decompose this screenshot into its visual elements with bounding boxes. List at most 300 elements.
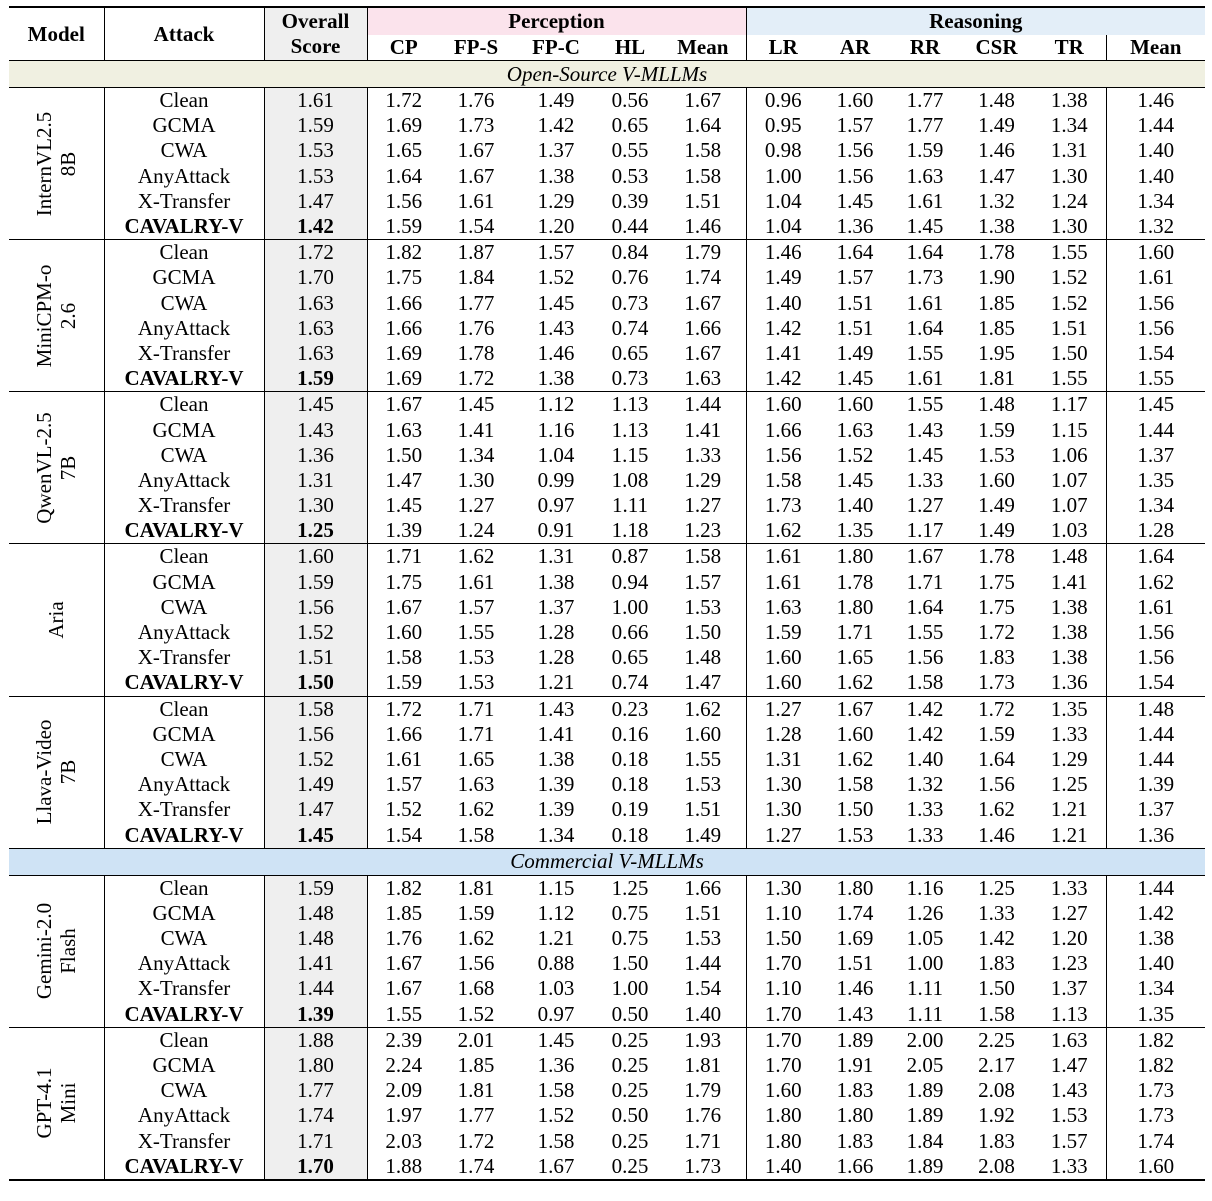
table-row bbox=[9, 240, 1205, 266]
metric-value: 1.78 bbox=[978, 240, 1015, 265]
metric-value: 1.53 bbox=[440, 670, 512, 696]
metric-value: 1.64 bbox=[836, 240, 874, 265]
overall-score: 1.59 bbox=[264, 366, 367, 392]
table-row bbox=[9, 113, 1205, 138]
metric-value: 1.79 bbox=[684, 1078, 722, 1103]
metric-value: 1.70 bbox=[746, 1002, 820, 1028]
table-row bbox=[9, 544, 1205, 570]
metric-value: 0.88 bbox=[537, 951, 575, 976]
metric-value: 1.38 bbox=[1050, 645, 1088, 670]
table-row bbox=[9, 696, 1205, 722]
metric-value: 1.34 bbox=[1106, 189, 1205, 214]
metric-value: 1.62 bbox=[684, 696, 722, 721]
metric-value: 1.53 bbox=[836, 822, 874, 847]
metric-value: 1.33 bbox=[1033, 1154, 1106, 1180]
model-name: InternVL2.5 8B bbox=[9, 88, 104, 240]
metric-value: 1.75 bbox=[367, 265, 440, 290]
overall-score: 1.53 bbox=[264, 164, 367, 189]
header-overall-score bbox=[264, 7, 367, 61]
metric-value: 1.44 bbox=[684, 392, 722, 417]
metric-value: 1.82 bbox=[367, 875, 440, 901]
metric-value: 1.63 bbox=[746, 595, 820, 620]
metric-value: 1.44 bbox=[1106, 747, 1205, 772]
attack-name: GCMA bbox=[104, 570, 264, 595]
attack-name: GCMA bbox=[104, 901, 264, 926]
header-model: Model bbox=[9, 7, 104, 61]
metric-value: 1.35 bbox=[1050, 696, 1088, 721]
metric-value: 1.85 bbox=[457, 1053, 495, 1078]
metric-value: 1.71 bbox=[457, 721, 495, 746]
table-row bbox=[9, 164, 1205, 189]
metric-value: 1.15 bbox=[537, 875, 575, 900]
reasoning-col-tr: TR bbox=[1033, 35, 1106, 61]
metric-value: 1.40 bbox=[746, 1154, 820, 1180]
attack-name: AnyAttack bbox=[104, 1103, 264, 1128]
overall-score: 1.59 bbox=[264, 113, 367, 138]
metric-value: 1.62 bbox=[836, 746, 874, 771]
model-name: MiniCPM-o 2.6 bbox=[9, 240, 104, 392]
metric-value: 1.37 bbox=[1106, 797, 1205, 822]
metric-value: 1.89 bbox=[890, 1154, 960, 1180]
perception-col-mean: Mean bbox=[660, 35, 746, 61]
metric-value: 1.54 bbox=[1106, 670, 1205, 696]
metric-value: 1.35 bbox=[1106, 1002, 1205, 1028]
metric-value: 1.39 bbox=[537, 772, 575, 797]
table-row bbox=[9, 1129, 1205, 1154]
metric-value: 1.39 bbox=[537, 797, 575, 822]
metric-value: 1.77 bbox=[906, 113, 944, 138]
metric-value: 1.64 bbox=[906, 594, 944, 619]
metric-value: 1.72 bbox=[367, 696, 440, 722]
overall-score: 1.42 bbox=[264, 214, 367, 240]
metric-value: 1.80 bbox=[836, 594, 874, 619]
metric-value: 1.71 bbox=[457, 696, 495, 721]
metric-value: 0.25 bbox=[611, 1053, 649, 1078]
table-row bbox=[9, 875, 1205, 901]
metric-value: 1.49 bbox=[537, 88, 575, 113]
metric-value: 1.46 bbox=[537, 340, 575, 365]
overall-score: 1.25 bbox=[264, 518, 367, 544]
metric-value: 1.66 bbox=[684, 315, 722, 340]
metric-value: 1.41 bbox=[746, 341, 820, 366]
metric-value: 1.72 bbox=[978, 696, 1015, 721]
metric-value: 1.58 bbox=[457, 822, 495, 847]
metric-value: 1.87 bbox=[457, 240, 495, 265]
metric-value: 1.56 bbox=[1106, 316, 1205, 341]
metric-value: 1.42 bbox=[906, 696, 944, 721]
metric-value: 1.67 bbox=[367, 951, 440, 976]
table-row bbox=[9, 1002, 1205, 1028]
metric-value: 1.88 bbox=[367, 1154, 440, 1180]
metric-value: 1.60 bbox=[746, 645, 820, 670]
metric-value: 1.40 bbox=[836, 493, 874, 518]
metric-value: 1.63 bbox=[836, 417, 874, 442]
metric-value: 1.77 bbox=[906, 88, 944, 113]
attack-name: GCMA bbox=[104, 722, 264, 747]
metric-value: 1.61 bbox=[1106, 595, 1205, 620]
metric-value: 1.85 bbox=[978, 290, 1015, 315]
metric-value: 1.24 bbox=[440, 518, 512, 544]
metric-value: 1.31 bbox=[746, 747, 820, 772]
metric-value: 1.10 bbox=[746, 901, 820, 926]
metric-value: 1.39 bbox=[1106, 772, 1205, 797]
attack-name: GCMA bbox=[104, 265, 264, 290]
metric-value: 1.45 bbox=[367, 493, 440, 518]
metric-value: 1.66 bbox=[367, 722, 440, 747]
metric-value: 0.74 bbox=[611, 315, 649, 340]
metric-value: 1.41 bbox=[1050, 569, 1088, 594]
metric-value: 1.74 bbox=[440, 1154, 512, 1180]
metric-value: 0.96 bbox=[746, 88, 820, 114]
metric-value: 1.67 bbox=[367, 392, 440, 418]
table-row bbox=[9, 316, 1205, 341]
metric-value: 1.67 bbox=[367, 976, 440, 1001]
metric-value: 2.08 bbox=[960, 1154, 1033, 1180]
metric-value: 1.27 bbox=[906, 493, 944, 518]
metric-value: 1.55 bbox=[906, 392, 944, 417]
metric-value: 1.76 bbox=[684, 1103, 722, 1128]
metric-value: 1.66 bbox=[684, 875, 722, 900]
metric-value: 1.80 bbox=[836, 1103, 874, 1128]
overall-score: 1.77 bbox=[264, 1078, 367, 1103]
metric-value: 1.55 bbox=[1106, 366, 1205, 392]
metric-value: 1.73 bbox=[746, 493, 820, 518]
attack-name: X-Transfer bbox=[104, 1129, 264, 1154]
metric-value: 1.60 bbox=[1106, 1154, 1205, 1180]
metric-value: 0.18 bbox=[611, 746, 649, 771]
metric-value: 1.59 bbox=[906, 138, 944, 163]
attack-name: AnyAttack bbox=[104, 316, 264, 341]
metric-value: 1.89 bbox=[906, 1078, 944, 1103]
metric-value: 1.52 bbox=[367, 797, 440, 822]
metric-value: 1.58 bbox=[537, 1128, 575, 1153]
metric-value: 1.45 bbox=[890, 214, 960, 240]
metric-value: 0.75 bbox=[611, 900, 649, 925]
metric-value: 0.65 bbox=[611, 645, 649, 670]
metric-value: 1.67 bbox=[367, 595, 440, 620]
metric-value: 1.56 bbox=[1106, 645, 1205, 670]
metric-value: 1.56 bbox=[746, 443, 820, 468]
metric-value: 1.60 bbox=[746, 1078, 820, 1103]
metric-value: 1.44 bbox=[1106, 417, 1205, 442]
attack-name: X-Transfer bbox=[104, 189, 264, 214]
metric-value: 1.58 bbox=[367, 645, 440, 670]
attack-name: CWA bbox=[104, 138, 264, 163]
overall-score: 1.59 bbox=[264, 570, 367, 595]
metric-value: 1.66 bbox=[820, 1154, 890, 1180]
metric-value: 0.74 bbox=[600, 670, 660, 696]
table-row bbox=[9, 493, 1205, 518]
metric-value: 1.50 bbox=[746, 926, 820, 951]
metric-value: 1.62 bbox=[1106, 570, 1205, 595]
metric-value: 1.79 bbox=[684, 240, 722, 265]
metric-value: 1.59 bbox=[978, 721, 1015, 746]
metric-value: 1.36 bbox=[1033, 670, 1106, 696]
metric-value: 1.57 bbox=[836, 113, 874, 138]
attack-name: Clean bbox=[104, 544, 264, 570]
overall-score: 1.70 bbox=[264, 265, 367, 290]
perception-col-fp-c: FP-C bbox=[512, 35, 600, 61]
metric-value: 1.71 bbox=[906, 569, 944, 594]
metric-value: 1.10 bbox=[746, 976, 820, 1001]
model-name: Llava-Video 7B bbox=[32, 719, 81, 825]
attack-name: CAVALRY-V bbox=[104, 670, 264, 696]
metric-value: 1.64 bbox=[906, 315, 944, 340]
metric-value: 1.27 bbox=[1050, 900, 1088, 925]
metric-value: 1.97 bbox=[367, 1103, 440, 1128]
attack-name: GCMA bbox=[104, 1053, 264, 1078]
metric-value: 1.28 bbox=[746, 722, 820, 747]
metric-value: 1.45 bbox=[836, 467, 874, 492]
perception-col-hl: HL bbox=[600, 35, 660, 61]
metric-value: 1.89 bbox=[906, 1103, 944, 1128]
attack-name: AnyAttack bbox=[104, 468, 264, 493]
metric-value: 1.61 bbox=[746, 570, 820, 595]
metric-value: 1.84 bbox=[906, 1128, 944, 1153]
metric-value: 1.51 bbox=[684, 797, 722, 822]
metric-value: 1.61 bbox=[890, 366, 960, 392]
overall-score: 1.80 bbox=[264, 1053, 367, 1078]
results-table bbox=[9, 6, 1205, 1181]
table-row bbox=[9, 926, 1205, 951]
attack-name: Clean bbox=[104, 696, 264, 722]
metric-value: 1.00 bbox=[746, 164, 820, 189]
metric-value: 1.17 bbox=[890, 518, 960, 544]
attack-name: X-Transfer bbox=[104, 797, 264, 822]
attack-name: CWA bbox=[104, 747, 264, 772]
metric-value: 1.64 bbox=[367, 164, 440, 189]
metric-value: 1.55 bbox=[684, 746, 722, 771]
metric-value: 1.80 bbox=[746, 1129, 820, 1154]
metric-value: 1.31 bbox=[537, 544, 575, 569]
metric-value: 1.25 bbox=[978, 875, 1015, 900]
metric-value: 1.30 bbox=[746, 772, 820, 797]
overall-score: 1.71 bbox=[264, 1129, 367, 1154]
metric-value: 1.63 bbox=[367, 417, 440, 442]
metric-value: 1.61 bbox=[367, 747, 440, 772]
metric-value: 1.42 bbox=[537, 113, 575, 138]
metric-value: 1.49 bbox=[684, 822, 722, 847]
metric-value: 1.30 bbox=[746, 875, 820, 901]
table-row bbox=[9, 620, 1205, 645]
metric-value: 1.52 bbox=[537, 1103, 575, 1128]
metric-value: 1.27 bbox=[684, 493, 722, 518]
metric-value: 1.21 bbox=[1050, 797, 1088, 822]
metric-value: 1.56 bbox=[1106, 291, 1205, 316]
table-row bbox=[9, 901, 1205, 926]
metric-value: 0.76 bbox=[611, 265, 649, 290]
metric-value: 1.72 bbox=[367, 88, 440, 114]
metric-value: 1.44 bbox=[684, 951, 722, 976]
metric-value: 0.23 bbox=[611, 696, 649, 721]
reasoning-col-lr: LR bbox=[746, 35, 820, 61]
metric-value: 1.38 bbox=[537, 163, 575, 188]
overall-score: 1.51 bbox=[264, 645, 367, 670]
metric-value: 1.52 bbox=[1050, 290, 1088, 315]
table-row bbox=[9, 366, 1205, 392]
attack-name: CAVALRY-V bbox=[104, 366, 264, 392]
metric-value: 1.81 bbox=[960, 366, 1033, 392]
metric-value: 2.09 bbox=[367, 1078, 440, 1103]
metric-value: 1.58 bbox=[890, 670, 960, 696]
metric-value: 1.45 bbox=[820, 366, 890, 392]
metric-value: 1.03 bbox=[1033, 518, 1106, 544]
attack-name: GCMA bbox=[104, 113, 264, 138]
metric-value: 0.91 bbox=[512, 518, 600, 544]
metric-value: 1.50 bbox=[978, 976, 1015, 1001]
metric-value: 1.67 bbox=[836, 696, 874, 721]
metric-value: 1.32 bbox=[1106, 214, 1205, 240]
metric-value: 1.49 bbox=[960, 518, 1033, 544]
metric-value: 1.53 bbox=[978, 442, 1015, 467]
attack-name: X-Transfer bbox=[104, 976, 264, 1001]
metric-value: 1.71 bbox=[684, 1128, 722, 1153]
metric-value: 1.43 bbox=[537, 315, 575, 340]
metric-value: 1.35 bbox=[1106, 468, 1205, 493]
attack-name: CWA bbox=[104, 443, 264, 468]
metric-value: 1.62 bbox=[457, 926, 495, 951]
table-row bbox=[9, 214, 1205, 240]
metric-value: 1.58 bbox=[836, 772, 874, 797]
metric-value: 1.40 bbox=[1106, 164, 1205, 189]
metric-value: 1.20 bbox=[512, 214, 600, 240]
metric-value: 1.58 bbox=[684, 163, 722, 188]
metric-value: 1.73 bbox=[1106, 1103, 1205, 1128]
metric-value: 1.52 bbox=[440, 1002, 512, 1028]
metric-value: 1.36 bbox=[1106, 822, 1205, 848]
metric-value: 1.61 bbox=[906, 188, 944, 213]
metric-value: 1.25 bbox=[611, 875, 649, 900]
metric-value: 1.83 bbox=[978, 1128, 1015, 1153]
metric-value: 1.73 bbox=[1106, 1078, 1205, 1103]
metric-value: 1.51 bbox=[684, 900, 722, 925]
attack-name: CAVALRY-V bbox=[104, 214, 264, 240]
attack-name: Clean bbox=[104, 1027, 264, 1053]
overall-score: 1.61 bbox=[264, 88, 367, 114]
metric-value: 1.60 bbox=[836, 721, 874, 746]
metric-value: 1.60 bbox=[746, 670, 820, 696]
reasoning-col-rr: RR bbox=[890, 35, 960, 61]
metric-value: 1.23 bbox=[1050, 951, 1088, 976]
metric-value: 1.29 bbox=[684, 467, 722, 492]
attack-name: CAVALRY-V bbox=[104, 1154, 264, 1180]
metric-value: 1.74 bbox=[684, 265, 722, 290]
table-row bbox=[9, 595, 1205, 620]
overall-score: 1.31 bbox=[264, 468, 367, 493]
metric-value: 1.74 bbox=[836, 900, 874, 925]
metric-value: 1.30 bbox=[746, 797, 820, 822]
metric-value: 1.78 bbox=[978, 544, 1015, 569]
metric-value: 1.63 bbox=[906, 163, 944, 188]
metric-value: 1.21 bbox=[512, 670, 600, 696]
attack-name: CAVALRY-V bbox=[104, 1002, 264, 1028]
metric-value: 1.51 bbox=[836, 290, 874, 315]
metric-value: 1.91 bbox=[836, 1053, 874, 1078]
metric-value: 1.67 bbox=[512, 1154, 600, 1180]
metric-value: 1.28 bbox=[537, 620, 575, 645]
metric-value: 1.48 bbox=[978, 392, 1015, 417]
metric-value: 0.19 bbox=[611, 797, 649, 822]
metric-value: 1.50 bbox=[836, 797, 874, 822]
metric-value: 1.72 bbox=[440, 366, 512, 392]
overall-score: 1.52 bbox=[264, 747, 367, 772]
metric-value: 2.00 bbox=[906, 1027, 944, 1052]
metric-value: 1.51 bbox=[836, 315, 874, 340]
metric-value: 1.83 bbox=[836, 1078, 874, 1103]
attack-name: X-Transfer bbox=[104, 493, 264, 518]
metric-value: 1.62 bbox=[746, 518, 820, 544]
metric-value: 1.42 bbox=[906, 721, 944, 746]
metric-value: 1.45 bbox=[457, 392, 495, 417]
metric-value: 1.39 bbox=[367, 518, 440, 544]
metric-value: 2.08 bbox=[978, 1078, 1015, 1103]
section-title: Open-Source V-MLLMs bbox=[9, 61, 1205, 88]
metric-value: 1.29 bbox=[537, 188, 575, 213]
attack-name: X-Transfer bbox=[104, 341, 264, 366]
metric-value: 1.52 bbox=[1050, 265, 1088, 290]
table-row bbox=[9, 417, 1205, 442]
metric-value: 0.55 bbox=[611, 138, 649, 163]
metric-value: 1.33 bbox=[1050, 721, 1088, 746]
metric-value: 1.50 bbox=[1050, 340, 1088, 365]
overall-score: 1.60 bbox=[264, 544, 367, 570]
metric-value: 1.04 bbox=[746, 214, 820, 240]
metric-value: 1.68 bbox=[457, 976, 495, 1001]
metric-value: 1.65 bbox=[836, 645, 874, 670]
metric-value: 1.85 bbox=[367, 901, 440, 926]
attack-name: X-Transfer bbox=[104, 645, 264, 670]
metric-value: 1.64 bbox=[1106, 544, 1205, 570]
metric-value: 1.62 bbox=[457, 544, 495, 569]
metric-value: 1.33 bbox=[1050, 875, 1088, 900]
metric-value: 1.54 bbox=[440, 214, 512, 240]
perception-col-cp: CP bbox=[367, 35, 440, 61]
table-row bbox=[9, 797, 1205, 822]
metric-value: 1.70 bbox=[746, 1027, 820, 1053]
metric-value: 1.13 bbox=[611, 392, 649, 417]
metric-value: 1.55 bbox=[906, 340, 944, 365]
metric-value: 1.48 bbox=[1106, 696, 1205, 722]
table-row bbox=[9, 1154, 1205, 1180]
metric-value: 1.38 bbox=[537, 746, 575, 771]
metric-value: 1.15 bbox=[1050, 417, 1088, 442]
table-row bbox=[9, 392, 1205, 418]
metric-value: 0.75 bbox=[611, 926, 649, 951]
metric-value: 1.69 bbox=[836, 926, 874, 951]
metric-value: 1.62 bbox=[457, 797, 495, 822]
metric-value: 1.45 bbox=[537, 1027, 575, 1052]
metric-value: 0.99 bbox=[537, 467, 575, 492]
overall-score: 1.47 bbox=[264, 797, 367, 822]
metric-value: 1.50 bbox=[684, 620, 722, 645]
header-perception: Perception bbox=[367, 7, 746, 35]
metric-value: 1.27 bbox=[746, 822, 820, 848]
metric-value: 1.05 bbox=[906, 926, 944, 951]
overall-score: 1.74 bbox=[264, 1103, 367, 1128]
model-name: Gemini-2.0 Flash bbox=[9, 875, 104, 1027]
metric-value: 1.48 bbox=[684, 645, 722, 670]
metric-value: 1.42 bbox=[1106, 901, 1205, 926]
metric-value: 1.59 bbox=[978, 417, 1015, 442]
metric-value: 1.34 bbox=[1050, 113, 1088, 138]
metric-value: 1.64 bbox=[684, 113, 722, 138]
metric-value: 1.54 bbox=[1106, 341, 1205, 366]
metric-value: 1.90 bbox=[978, 265, 1015, 290]
metric-value: 1.57 bbox=[1050, 1128, 1088, 1153]
overall-score: 1.70 bbox=[264, 1154, 367, 1180]
metric-value: 1.80 bbox=[836, 544, 874, 569]
overall-score: 1.48 bbox=[264, 926, 367, 951]
